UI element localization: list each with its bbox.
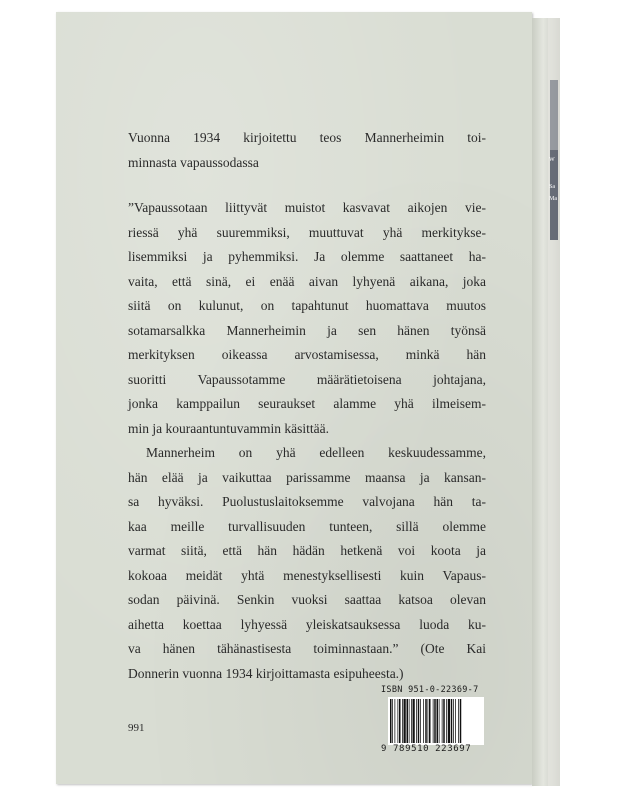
spine-design-band	[550, 150, 558, 240]
barcode-bar	[453, 699, 454, 743]
barcode-bar	[448, 699, 450, 743]
intro-line: minnasta vapaussodassa	[128, 154, 259, 170]
barcode-bar	[446, 699, 447, 743]
barcode-bar	[407, 699, 409, 743]
intro-paragraph	[128, 126, 486, 175]
barcode-bar	[425, 699, 427, 743]
barcode-bar	[428, 699, 429, 743]
barcode-bar	[455, 699, 456, 743]
barcode-bar	[395, 699, 396, 743]
barcode-bar	[399, 699, 401, 743]
barcode-bar	[392, 699, 393, 743]
quote-line: suoritti Vapaussotamme määrätietoisena johtajana,	[128, 371, 486, 387]
quote-line: kaa meille turvallisuuden tunteen, sillä olemme	[128, 518, 486, 534]
barcode-bar	[416, 699, 417, 743]
barcode-bar	[460, 699, 462, 743]
barcode-area	[388, 697, 484, 745]
quote-line: kokoaa meidät yhtä menestyksellisesti kuin Vapaus-	[128, 567, 486, 583]
barcode-number: 9 789510 223697	[381, 744, 472, 754]
quote-line: aihetta koettaa lyhyessä yleiskatsauksessa luoda ku-	[128, 616, 486, 632]
quote-line: varmat siitä, että hän hädän hetkenä voi koota ja	[128, 543, 486, 558]
barcode-bar	[418, 699, 420, 743]
barcode-image	[388, 697, 484, 745]
barcode-bar	[451, 699, 453, 743]
spine-design-band	[550, 80, 558, 150]
quote-line: min ja kouraantuntuvammin käsittää.	[128, 420, 329, 436]
quote-line: vaita, että sinä, ei enää aivan lyhyenä aikana, joka	[128, 273, 486, 289]
barcode-bar	[390, 699, 392, 743]
quote-line: ”Vapaussotaan liittyvät muistot kasvavat aikojen vie-	[128, 200, 486, 215]
barcode-bar	[423, 699, 424, 743]
background	[560, 0, 618, 800]
quote-line: sotamarsalkka Mannerheimin ja sen hänen työnsä	[128, 322, 486, 338]
barcode-bar	[420, 699, 421, 743]
quote-line: hän elää ja vaikuttaa parissamme maansa ja kansan-	[128, 469, 486, 485]
product-code: 991	[128, 722, 145, 734]
barcode-bar	[443, 699, 445, 743]
quote-line: sa hyväksi. Puolustuslaitoksemme valvojana hän ta-	[128, 494, 486, 509]
barcode-bar	[439, 699, 440, 743]
isbn-label: ISBN 951-0-22369-7	[381, 685, 479, 695]
quote-line: sodan päivinä. Senkin vuoksi saattaa katsoa olevan	[128, 592, 486, 607]
barcode-bar	[411, 699, 412, 743]
barcode-bar	[429, 699, 431, 743]
quote-line: lisemmiksi ja pyhemmiksi. Ja olemme saattaneet ha-	[128, 249, 486, 264]
spine-text: W	[549, 157, 555, 163]
quote-line: va hänen tähänastisesta toiminnastaan.” (Ote Kai	[128, 641, 486, 656]
quote-line: jonka kamppailun seuraukset alamme yhä ilmeisem-	[128, 396, 486, 411]
barcode-bar	[409, 699, 410, 743]
barcode-bar	[413, 699, 415, 743]
barcode-bar	[434, 699, 436, 743]
quote-line: riessä yhä suuremmiksi, muuttuvat yhä merkitykse-	[128, 224, 486, 240]
quote-line: siitä on kulunut, on tapahtunut huomattava muutos	[128, 298, 486, 313]
barcode-bar	[437, 699, 439, 743]
barcode-bar	[458, 699, 459, 743]
barcode-bar	[398, 699, 399, 743]
quote-line: Mannerheim on yhä edelleen keskuudessamme,	[146, 445, 486, 460]
spine-text: Sa	[549, 184, 555, 190]
intro-line: Vuonna 1934 kirjoitettu teos Mannerheimin toi-	[128, 130, 486, 145]
barcode-bar	[402, 699, 403, 743]
quote-line: Donnerin vuonna 1934 kirjoittamasta esipuheesta.)	[128, 665, 404, 681]
barcode-bar	[404, 699, 406, 743]
quote-paragraph	[128, 196, 486, 686]
quote-line: merkityksen oikeassa arvostamisessa, minkä hän	[128, 347, 486, 362]
barcode-bar	[442, 699, 443, 743]
barcode-bar	[433, 699, 434, 743]
spine-text: Ma	[549, 196, 557, 202]
